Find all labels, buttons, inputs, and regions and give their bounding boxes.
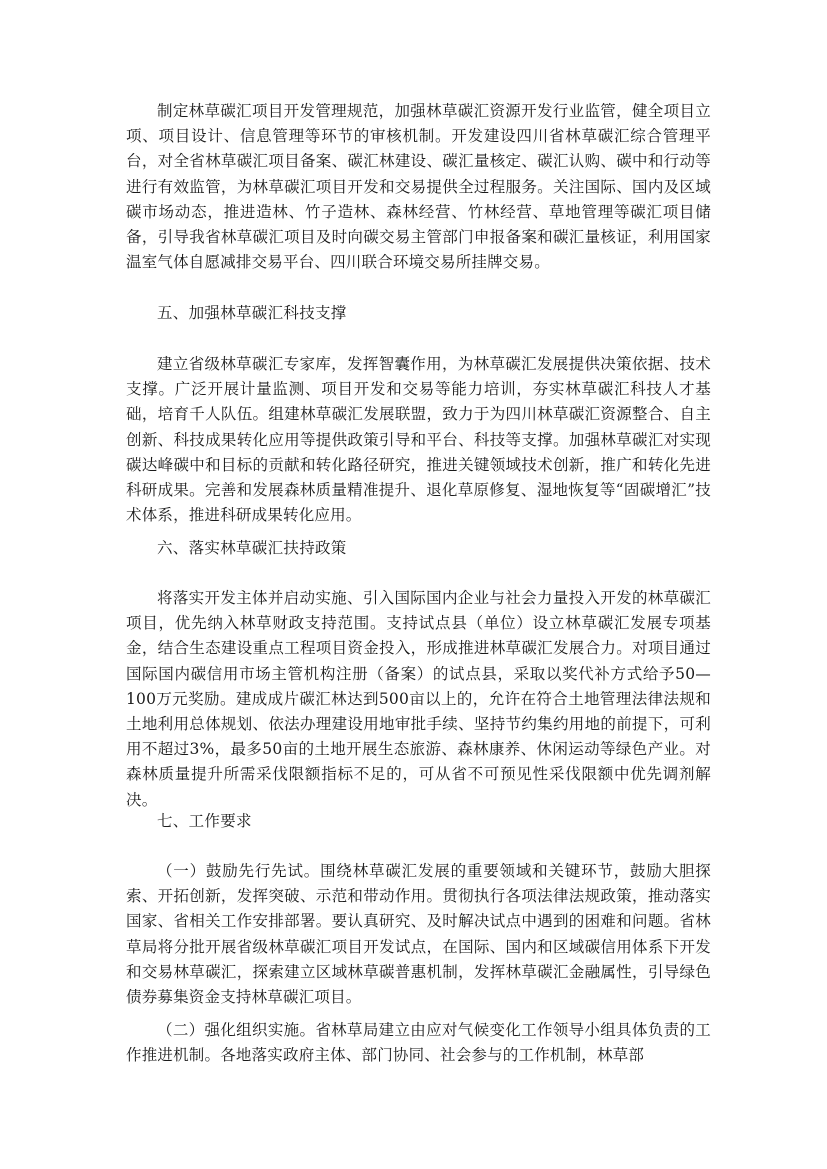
body-paragraph: 制定林草碳汇项目开发管理规范，加强林草碳汇资源开发行业监管，健全项目立项、项目设计、信息管理等环节的审核机制。开发建设四川省林草碳汇综合管理平台，对全省林草碳汇项目备案、碳汇林建设、碳汇量核定、碳汇认购、碳中和行动等进行有效监管，为林草碳汇项目开发和交易提供全过程服务。关注国际、国内及区域碳市场动态，推进造林、竹子造林、森林经营、竹林经营、草地管理等碳汇项目储备，引导我省林草碳汇项目及时向碳交易主管部门申报备案和碳汇量核证，利用国家温室气体自愿减排交易平台、四川联合环境交易所挂牌交易。 — [126, 102, 711, 272]
body-paragraph: 建立省级林草碳汇专家库，发挥智囊作用，为林草碳汇发展提供决策依据、技术支撑。广泛开展计量监测、项目开发和交易等能力培训，夯实林草碳汇科技人才基础，培育千人队伍。组建林草碳汇发展联盟，致力于为四川林草碳汇资源整合、自主创新、科技成果转化应用等提供政策引导和平台、科技等支撑。加强林草碳汇对实现碳达峰碳中和目标的贡献和转化路径研究，推进关键领域技术创新，推广和转化先进科研成果。完善和发展森林质量精准提升、退化草原修复、湿地恢复等“固碳增汇”技术体系，推进科研成果转化应用。 — [126, 355, 711, 525]
body-paragraph: 将落实开发主体并启动实施、引入国际国内企业与社会力量投入开发的林草碳汇项目，优先纳入林草财政支持范围。支持试点县（单位）设立林草碳汇发展专项基金，结合生态建设重点工程项目资金投入，形成推进林草碳汇发展合力。对项目通过国际国内碳信用市场主管机构注册（备案）的试点县，采取以奖代补方式给予50—100万元奖励。建成成片碳汇林达到500亩以上的，允许在符合土地管理法律法规和土地利用总体规划、依法办理建设用地审批手续、坚持节约集约用地的前提下，可利用不超过3%，最多50亩的土地开展生态旅游、森林康养、休闲运动等绿色产业。对森林质量提升所需采伐限额指标不足的，可从省不可预见性采伐限额中优先调剂解决。 — [126, 589, 711, 809]
section-heading-5: 五、加强林草碳汇科技支撑 — [157, 304, 347, 322]
section-heading-6: 六、落实林草碳汇扶持政策 — [157, 539, 347, 557]
body-paragraph: （二）强化组织实施。省林草局建立由应对气候变化工作领导小组具体负责的工作推进机制。各地落实政府主体、部门协同、社会参与的工作机制，林草部 — [126, 1021, 711, 1065]
section-heading-7: 七、工作要求 — [157, 812, 252, 830]
body-paragraph: （一）鼓励先行先试。围绕林草碳汇发展的重要领域和关键环节，鼓励大胆探索、开拓创新，发挥突破、示范和带动作用。贯彻执行各项法律法规政策，推动落实国家、省相关工作安排部署。要认真研究、及时解决试点中遇到的困难和问题。省林草局将分批开展省级林草碳汇项目开发试点，在国际、国内和区域碳信用体系下开发和交易林草碳汇，探索建立区域林草碳普惠机制，发挥林草碳汇金融属性，引导绿色债券募集资金支持林草碳汇项目。 — [126, 862, 711, 1007]
